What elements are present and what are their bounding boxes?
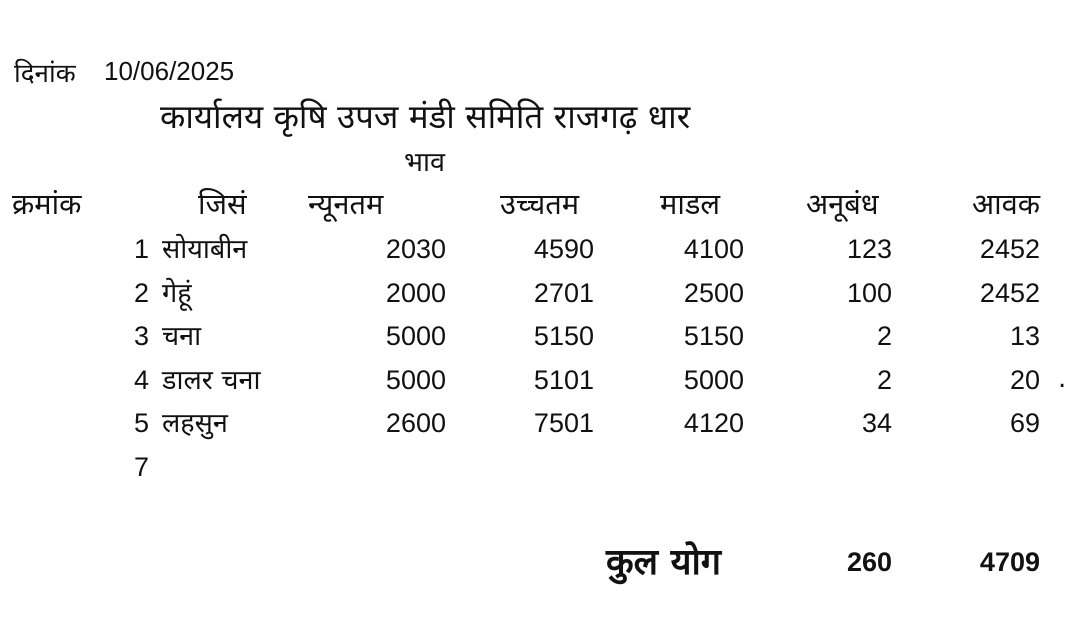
row-arrival: 69 — [1009, 408, 1040, 438]
row-contract: 2 — [876, 365, 892, 395]
total-label: कुल योग — [606, 542, 722, 583]
rate-subtitle: भाव — [404, 147, 445, 178]
row-max: 2701 — [533, 278, 594, 308]
office-title: कार्यालय कृषि उपज मंडी समिति राजगढ़ धार — [160, 97, 691, 136]
column-header-serial: क्रमांक — [12, 187, 82, 221]
column-header-model: माडल — [660, 187, 721, 221]
row-max: 4590 — [533, 234, 594, 264]
stray-mark: . — [1058, 364, 1067, 394]
row-contract: 2 — [876, 321, 892, 351]
date-value: 10/06/2025 — [104, 56, 235, 86]
row-commodity: डालर चना — [162, 365, 261, 396]
row-max: 7501 — [533, 408, 594, 438]
row-serial: 2 — [134, 278, 150, 308]
row-max: 5150 — [533, 321, 594, 351]
row-serial: 4 — [134, 365, 150, 395]
row-commodity: लहसुन — [162, 408, 228, 439]
row-model: 2500 — [683, 278, 744, 308]
row-contract: 100 — [846, 278, 892, 308]
extra-row-serial: 7 — [134, 452, 150, 482]
column-header-min: न्यूनतम — [308, 187, 384, 221]
row-serial: 5 — [134, 408, 150, 438]
total-arrival: 4709 — [979, 547, 1040, 577]
total-contract: 260 — [846, 547, 892, 577]
column-header-commodity: जिसं — [198, 187, 247, 221]
column-header-max: उच्चतम — [500, 187, 580, 221]
row-min: 2600 — [385, 408, 446, 438]
row-commodity: गेहूं — [162, 278, 192, 309]
row-min: 5000 — [385, 321, 446, 351]
row-commodity: चना — [162, 321, 202, 352]
row-arrival: 2452 — [979, 234, 1040, 264]
row-arrival: 20 — [1009, 365, 1040, 395]
row-serial: 3 — [134, 321, 150, 351]
row-min: 2000 — [385, 278, 446, 308]
row-contract: 34 — [861, 408, 892, 438]
row-commodity: सोयाबीन — [162, 234, 248, 265]
date-label: दिनांक — [14, 59, 76, 89]
row-contract: 123 — [846, 234, 892, 264]
row-model: 5150 — [683, 321, 744, 351]
row-model: 4100 — [683, 234, 744, 264]
row-serial: 1 — [134, 234, 150, 264]
column-header-arrival: आवक — [972, 187, 1041, 221]
row-min: 5000 — [385, 365, 446, 395]
row-model: 4120 — [683, 408, 744, 438]
row-min: 2030 — [385, 234, 446, 264]
row-model: 5000 — [683, 365, 744, 395]
row-arrival: 13 — [1009, 321, 1040, 351]
row-arrival: 2452 — [979, 278, 1040, 308]
row-max: 5101 — [533, 365, 594, 395]
column-header-contract: अनूबंध — [806, 187, 879, 221]
